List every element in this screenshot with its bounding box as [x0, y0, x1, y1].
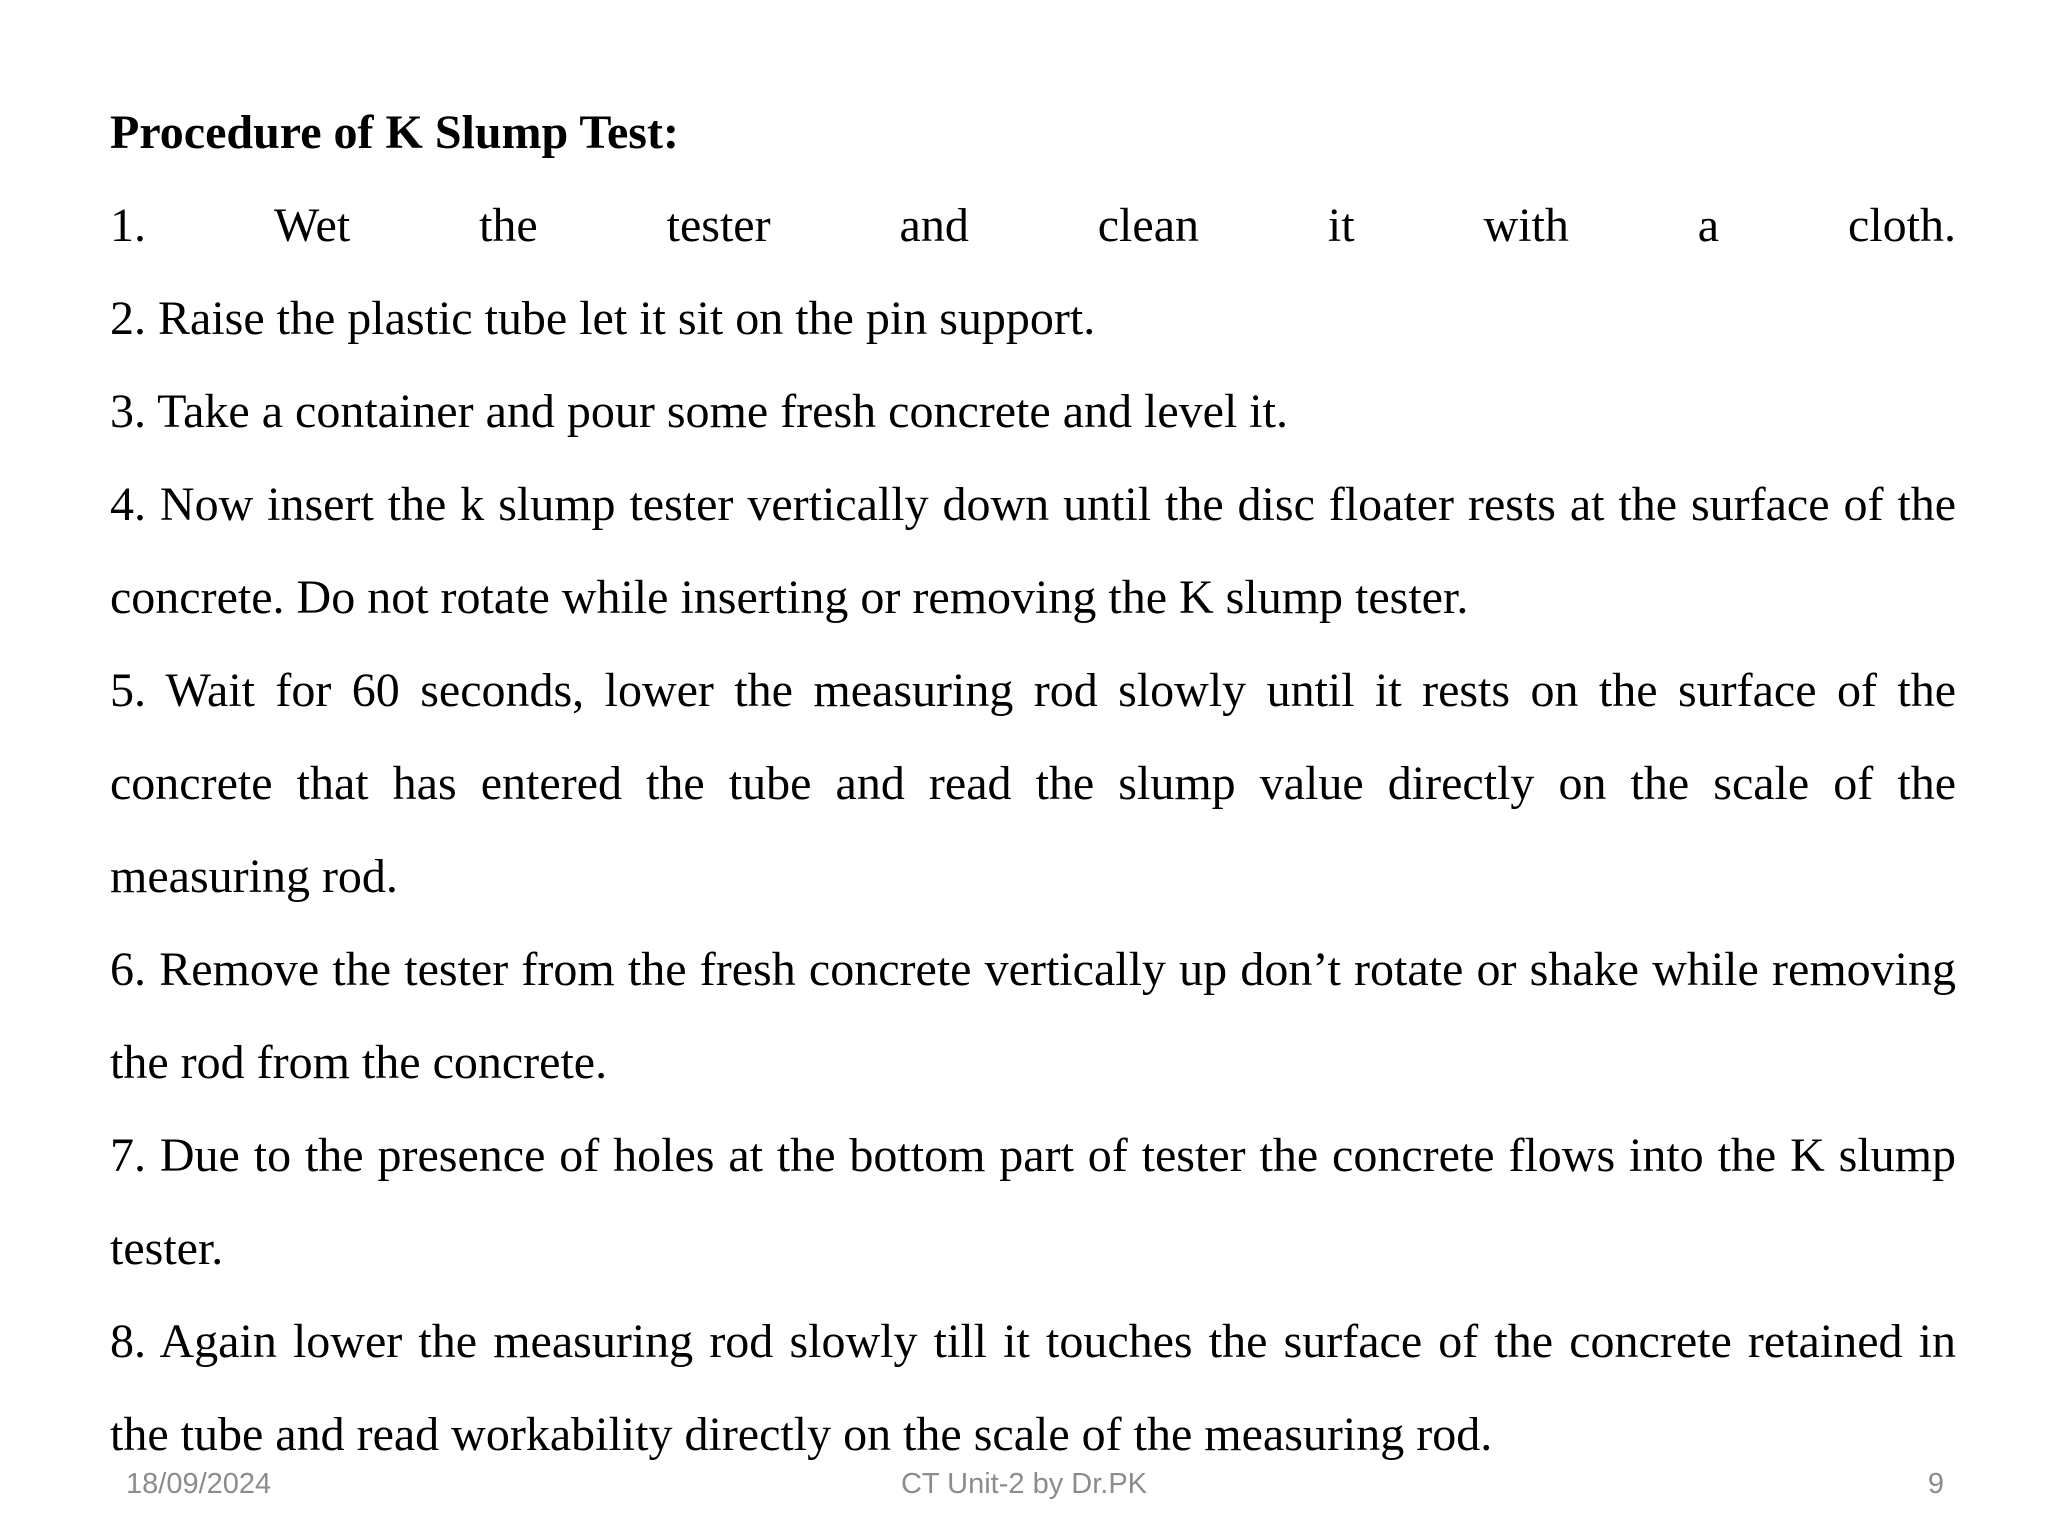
footer-title: CT Unit-2 by Dr.PK: [900, 1468, 1148, 1500]
procedure-step-2: 2. Raise the plastic tube let it sit on the pin support.: [110, 292, 1096, 345]
slide-content: [110, 86, 1956, 1481]
procedure-step-3: 3. Take a container and pour some fresh concrete and level it.: [110, 385, 1288, 438]
procedure-step-5: 5. Wait for 60 seconds, lower the measuring rod slowly until it rests on the surface of the concrete that has entered the tube and read the slump value directly on the scale of the measuring rod.: [110, 664, 1956, 903]
slide-title: Procedure of K Slump Test:: [110, 106, 679, 159]
procedure-step-4: 4. Now insert the k slump tester vertically down until the disc floater rests at the surface of the concrete. Do not rotate while inserting or removing the K slump tester.: [110, 478, 1956, 624]
footer-page-number: 9: [1927, 1468, 1944, 1500]
procedure-step-8: 8. Again lower the measuring rod slowly till it touches the surface of the concrete retained in the tube and read workability directly on the scale of the measuring rod.: [110, 1315, 1956, 1461]
footer-date: 18/09/2024: [126, 1468, 272, 1500]
procedure-step-6: 6. Remove the tester from the fresh concrete vertically up don’t rotate or shake while removing the rod from the concrete.: [110, 943, 1956, 1089]
procedure-step-7: 7. Due to the presence of holes at the bottom part of tester the concrete flows into the K slump tester.: [110, 1129, 1956, 1275]
procedure-step-1: 1. Wet the tester and clean it with a cloth.: [110, 199, 1956, 252]
